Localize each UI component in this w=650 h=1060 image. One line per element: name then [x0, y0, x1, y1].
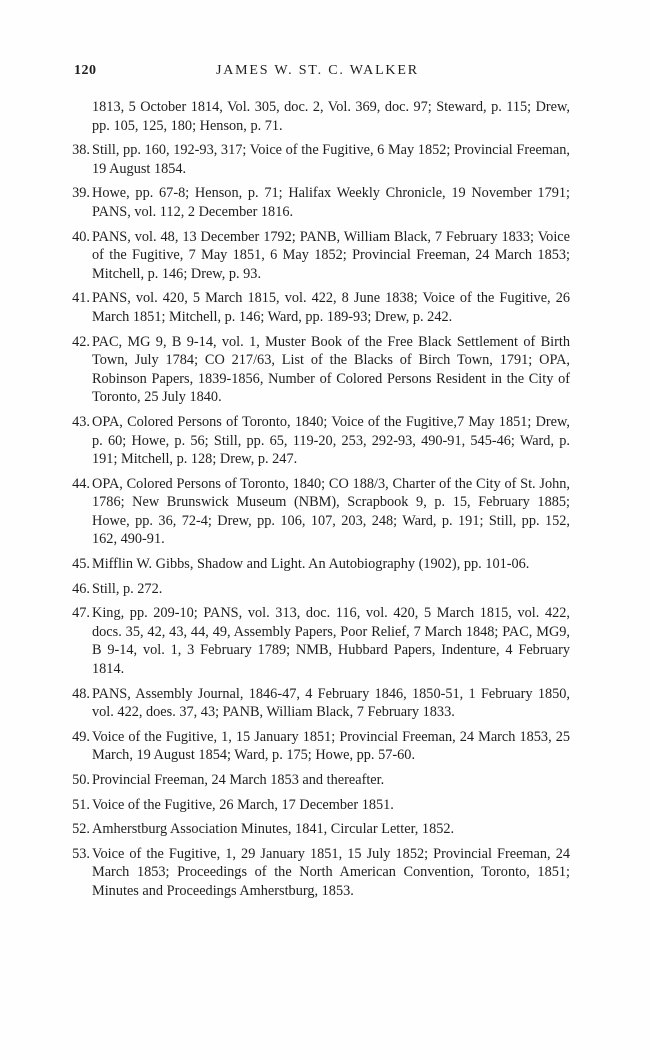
endnote-51: [66, 796, 570, 815]
endnote-45: [66, 555, 570, 574]
endnote-number: 45.: [72, 556, 90, 573]
endnote-text: Still, pp. 160, 192-93, 317; Voice of the Fugitive, 6 May 1852; Provincial Freeman, 19 August 1854.: [92, 142, 570, 177]
endnote-text: PAC, MG 9, B 9-14, vol. 1, Muster Book of the Free Black Settlement of Birth Town, July 1784; CO 217/63, List of the Blacks of Birch Town, 1791; OPA, Robinson Papers, 1839-1856, Number of Colored Persons Resident in the City of Toronto, 25 July 1840.: [92, 333, 570, 406]
endnote-48: [66, 685, 570, 722]
endnote-number: 46.: [72, 580, 90, 597]
endnote-number: 50.: [72, 772, 90, 788]
endnote-text: 1813, 5 October 1814, Vol. 305, doc. 2, Vol. 369, doc. 97; Steward, p. 115; Drew, pp. 105, 125, 180; Henson, p. 71.: [92, 99, 570, 134]
endnote-text: Voice of the Fugitive, 26 March, 17 December 1851.: [92, 796, 394, 813]
endnote-number: 53.: [72, 845, 90, 862]
endnote-number: 41.: [72, 290, 90, 307]
endnote-47: [66, 604, 570, 678]
endnote-text: Howe, pp. 67-8; Henson, p. 71; Halifax Weekly Chronicle, 19 November 1791; PANS, vol. 112, 2 December 1816.: [92, 185, 570, 220]
endnote-number: 39.: [72, 185, 90, 202]
endnote-text: OPA, Colored Persons of Toronto, 1840; CO 188/3, Charter of the City of St. John, 1786; New Brunswick Museum (NBM), Scrapbook 9, p. 15, February 1885; Howe, pp. 36, 72-4; Drew, pp. 106, 107, 203, 248; Ward, p. 191; Still, pp. 152, 162, 490-91.: [92, 475, 570, 548]
endnote-number: 43.: [72, 413, 90, 430]
endnote-52: [66, 820, 570, 839]
endnote-50: [66, 771, 570, 790]
endnote-46: [66, 580, 570, 599]
endnote-44: [66, 475, 570, 549]
endnote-number: 52.: [72, 821, 90, 838]
endnote-43: [66, 413, 570, 469]
endnote-number: 44.: [72, 475, 90, 492]
endnote-text: Voice of the Fugitive, 1, 29 January 1851, 15 July 1852; Provincial Freeman, 24 March 1853; Proceedings of the North American Convention, Toronto, 1851; Minutes and Proceedings Amherstburg, 1853.: [92, 845, 570, 899]
endnotes-list: [66, 98, 570, 907]
endnote-53: [66, 845, 570, 901]
endnote-number: 48.: [72, 685, 90, 702]
endnote-49: [66, 728, 570, 765]
endnote-38: [66, 141, 570, 178]
page-number: 120: [74, 63, 97, 78]
endnote-text: PANS, vol. 48, 13 December 1792; PANB, William Black, 7 February 1833; Voice of the Fugitive, 7 May 1851, 6 May 1852; Provincial Freeman, 24 March 1853; Mitchell, p. 146; Drew, p. 93.: [92, 228, 570, 282]
endnote-number: 51.: [72, 796, 90, 813]
endnote-number: 40.: [72, 228, 90, 245]
running-head: [74, 63, 574, 83]
endnote-text: PANS, Assembly Journal, 1846-47, 4 February 1846, 1850-51, 1 February 1850, vol. 422, does. 37, 43; PANB, William Black, 7 February 1833.: [92, 685, 570, 721]
endnote-39: [66, 184, 570, 221]
endnote-number: 38.: [72, 142, 90, 159]
endnote-text: Voice of the Fugitive, 1, 15 January 1851; Provincial Freeman, 24 March 1853, 25 March, 19 August 1854; Ward, p. 175; Howe, pp. 57-60.: [92, 728, 570, 764]
endnote-text: King, pp. 209-10; PANS, vol. 313, doc. 116, vol. 420, 5 March 1815, vol. 422, docs. 35, 42, 43, 44, 49, Assembly Papers, Poor Relief, 7 March 1848; PAC, MG9, B 9-14, vol. 1, 3 February 1789; NMB, Hubbard Papers, Indenture, 4 February 1814.: [92, 605, 570, 678]
endnote-text: PANS, vol. 420, 5 March 1815, vol. 422, 8 June 1838; Voice of the Fugitive, 26 March 1851; Mitchell, p. 146; Ward, pp. 189-93; Drew, p. 242.: [92, 290, 570, 325]
endnote-number: 42.: [72, 333, 90, 350]
endnote-41: [66, 289, 570, 326]
endnote-number: 49.: [72, 728, 90, 745]
endnote-text: Mifflin W. Gibbs, Shadow and Light. An Autobiography (1902), pp. 101-06.: [92, 556, 530, 573]
endnote-text: Still, p. 272.: [92, 580, 163, 597]
endnote-text: Provincial Freeman, 24 March 1853 and thereafter.: [92, 772, 385, 788]
endnote-number: 47.: [72, 605, 90, 622]
endnote-text: OPA, Colored Persons of Toronto, 1840; Voice of the Fugitive,7 May 1851; Drew, p. 60; Howe, p. 56; Still, pp. 65, 119-20, 253, 292-93, 490-91, 545-46; Ward, p. 191; Mitchell, p. 128; Drew, p. 247.: [92, 413, 570, 468]
endnote-text: Amherstburg Association Minutes, 1841, Circular Letter, 1852.: [92, 821, 455, 838]
endnote-42: [66, 333, 570, 407]
endnote-continuation: [66, 98, 570, 135]
running-head-author: JAMES W. ST. C. WALKER: [216, 63, 419, 78]
endnote-40: [66, 228, 570, 284]
